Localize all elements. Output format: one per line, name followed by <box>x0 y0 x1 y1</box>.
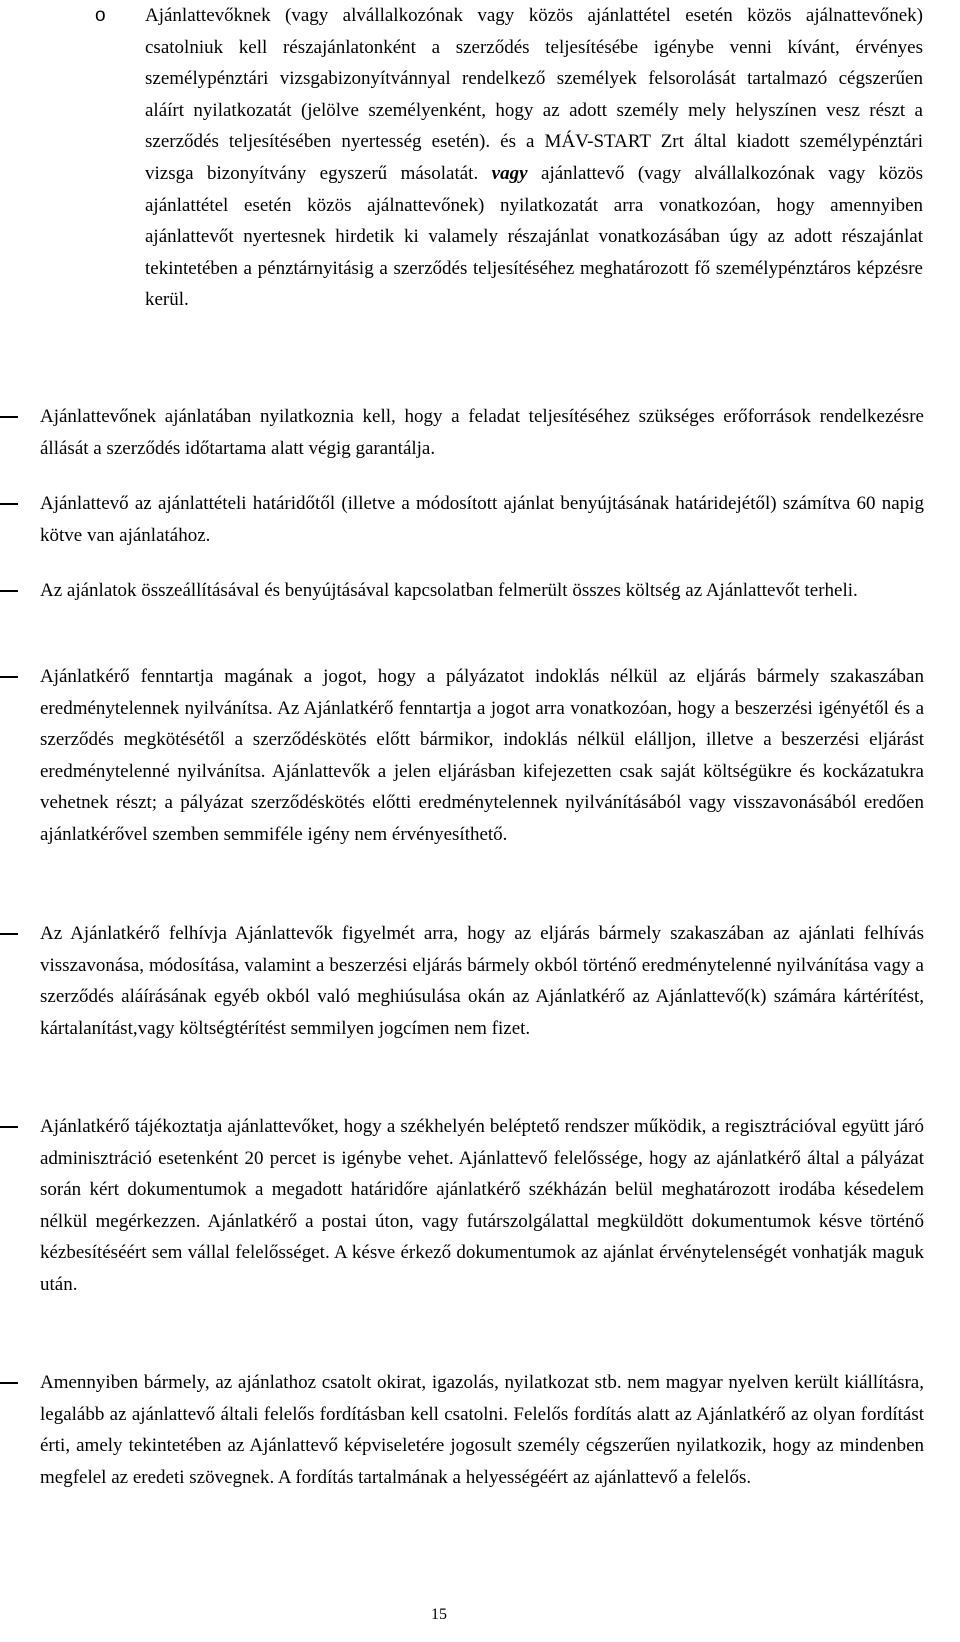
dash-bullet <box>0 933 18 935</box>
list-item-text: Ajánlattevőnek ajánlatában nyilatkoznia kell, hogy a feladat teljesítéséhez szükséges erőforrások rendelkezésre állását a szerződés időtartama alatt végig garantálja. <box>40 406 924 459</box>
page-number: 15 <box>431 1606 447 1623</box>
dash-bullet <box>0 416 18 418</box>
list-item-text: Ajánlattevő az ajánlattételi határidőtől (illetve a módosított ajánlat benyújtásának határidejétől) számítva 60 napig kötve van ajánlatához. <box>40 493 924 546</box>
dash-bullet <box>0 1126 18 1128</box>
list-item-text: Az ajánlatok összeállításával és benyújtásával kapcsolatban felmerült összes költség az Ajánlattevőt terheli. <box>40 580 858 601</box>
list-item-text: Amennyiben bármely, az ajánlathoz csatolt okirat, igazolás, nyilatkozat stb. nem magyar nyelven került kiállításra, legalább az ajánlattevő általi felelős fordításban kell csatolni. Felelős fordítás alatt az Ajánlatkérő az olyan fordítást érti, amely tekintetében az Ajánlattevő képviseletére jogosult személy cégszerűen nyilatkozik, hogy az mindenben megfelel az eredeti szövegnek. A fordítás tartalmának a helyességéért az ajánlattevő a felelős. <box>40 1372 924 1488</box>
dash-bullet <box>0 676 18 678</box>
dash-bullet <box>0 503 18 505</box>
list-item-text: Ajánlatkérő tájékoztatja ajánlattevőket, hogy a székhelyén beléptető rendszer működik, a regisztrációval együtt járó adminisztráció esetenként 20 percet is igénybe vehet. Ajánlattevő felelőssége, hogy az ajánlatkérő által a pályázat során kért dokumentumok a megadott határidőre ajánlatkérő székházán belül meghatározott irodába késedelem nélkül megérkezzen. Ajánlatkérő a postai úton, vagy futárszolgálattal megküldött dokumentumok késve történő kézbesítéséért sem vállal felelősséget. A késve érkező dokumentumok az ajánlat érvénytelenségét vonhatják maguk után. <box>40 1116 924 1295</box>
emphasis-vagy: vagy <box>491 162 528 184</box>
sub-bullet-paragraph <box>145 0 923 316</box>
list-item-text: Ajánlatkérő fenntartja magának a jogot, hogy a pályázatot indoklás nélkül az eljárás bármely szakaszában eredménytelennek nyilvánítsa. Az Ajánlatkérő fenntartja a jogot arra vonatkozóan, hogy a beszerzési igényétől és a szerződés megkötésétől a szerződéskötés előtt bármikor, indoklás nélkül elálljon, illetve a beszerzési eljárást eredménytelenné nyilvánítsa. Ajánlattevők a jelen eljárásban kifejezetten csak saját költségükre és kockázatukra vehetnek részt; a pályázat szerződéskötés előtti eredménytelennek nyilvánításából vagy visszavonásából eredően ajánlatkérővel szemben semmiféle igény nem érvényesíthető. <box>40 666 924 845</box>
sub-bullet-text-before: Ajánlattevőknek (vagy alvállalkozónak vagy közös ajánlattétel esetén közös ajálnattevőnek) csatolniuk kell részajánlatonként a szerződés teljesítésébe igénybe venni kívánt, érvényes személypénztári vizsgabizonyítvánnyal rendelkező személyek felsorolását tartalmazó cégszerűen aláírt nyilatkozatát (jelölve személyenként, hogy az adott személy mely helyszínen vesz részt a szerződés teljesítésében nyertesség esetén). és a MÁV-START Zrt által kiadott személypénztári vizsga bizonyítvány egyszerű másolatát. <box>145 5 923 184</box>
dash-bullet <box>0 590 18 592</box>
dash-bullet <box>0 1382 18 1384</box>
sub-bullet-text-after: ajánlattevő (vagy alvállalkozónak vagy közös ajánlattétel esetén közös ajálnattevőnek) nyilatkozatát arra vonatkozóan, hogy amennyiben ajánlattevőt nyertesnek hirdetik ki valamely részajánlat vonatkozásában úgy az adott részajánlat tekintetében a pénztárnyitásig a szerződés teljesítéséhez meghatározott fő személypénztáros képzésre kerül. <box>145 162 924 311</box>
sub-bullet-marker: o <box>95 5 106 26</box>
list-item-text: Az Ajánlatkérő felhívja Ajánlattevők figyelmét arra, hogy az eljárás bármely szakaszában az ajánlati felhívás visszavonása, módosítása, valamint a beszerzési eljárás bármely okból történő eredménytelenné nyilvánítása vagy a szerződés aláírásának egyéb okból való meghiúsulása okán az Ajánlatkérő az Ajánlattevő(k) számára kártérítést, kártalanítást,vagy költségtérítést semmilyen jogcímen nem fizet. <box>40 923 924 1039</box>
